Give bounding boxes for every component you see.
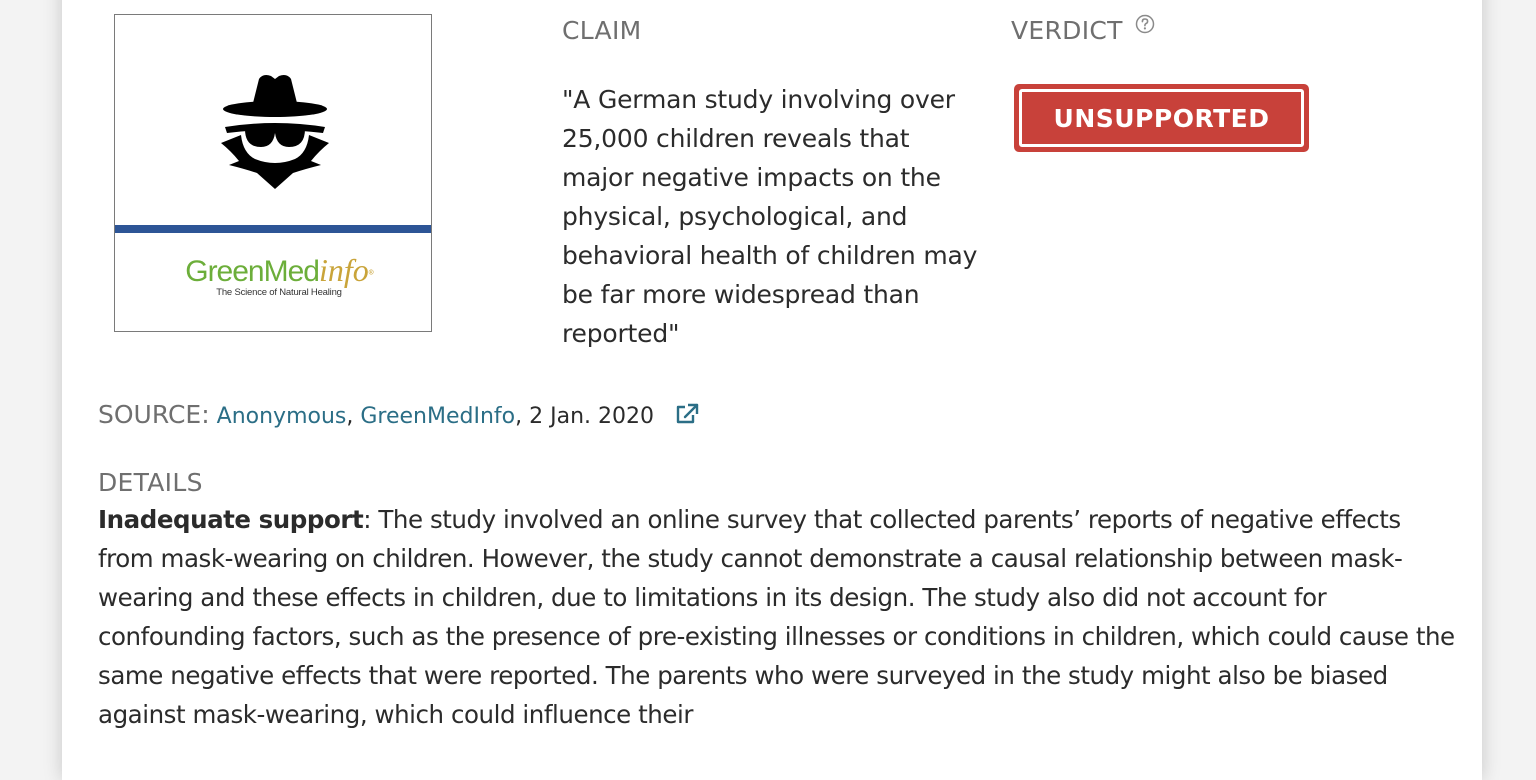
source-row xyxy=(98,400,699,429)
registered-mark: ® xyxy=(368,268,372,277)
claim-review-card xyxy=(62,0,1482,780)
verdict-badge xyxy=(1014,84,1309,152)
verdict-badge-label: UNSUPPORTED xyxy=(1019,89,1304,147)
claim-label: CLAIM xyxy=(562,16,642,45)
source-date: , 2 Jan. 2020 xyxy=(515,404,654,429)
details-heading: Inadequate support xyxy=(98,505,364,534)
logo-divider-bar xyxy=(115,225,431,233)
source-publication-link[interactable]: GreenMedInfo xyxy=(360,404,516,429)
brand-tagline: The Science of Natural Healing xyxy=(216,287,342,298)
greenmedinfo-logo xyxy=(115,253,431,298)
source-separator: , xyxy=(346,404,354,429)
details-text xyxy=(98,500,1458,734)
verdict-label: VERDICT xyxy=(1011,16,1123,45)
source-author-link[interactable]: Anonymous xyxy=(216,404,347,429)
question-circle-icon[interactable] xyxy=(1135,14,1155,34)
brand-name-gold: info xyxy=(318,252,369,288)
brand-name-green: GreenMed xyxy=(185,255,319,288)
details-label: DETAILS xyxy=(98,468,203,497)
claim-text: "A German study involving over 25,000 children reveals that major negative impacts on the physical, psychological, and behavioral health of children may be far more widespread than reported" xyxy=(562,85,978,348)
details-body: : The study involved an online survey that collected parents’ reports of negative effects from mask-wearing on children. However, the study cannot demonstrate a causal relationship between mask-wearing and these effects in children, due to limitations in its design. The study also did not account for confounding factors, such as the presence of pre-existing illnesses or conditions in children, which could cause the same negative effects that were reported. The parents who were surveyed in the study might also be biased against mask-wearing, which could influence their xyxy=(98,505,1455,729)
source-label: SOURCE: xyxy=(98,400,210,429)
external-link-icon[interactable] xyxy=(675,403,699,425)
source-logo xyxy=(114,14,432,332)
anonymous-spy-icon xyxy=(219,73,331,189)
